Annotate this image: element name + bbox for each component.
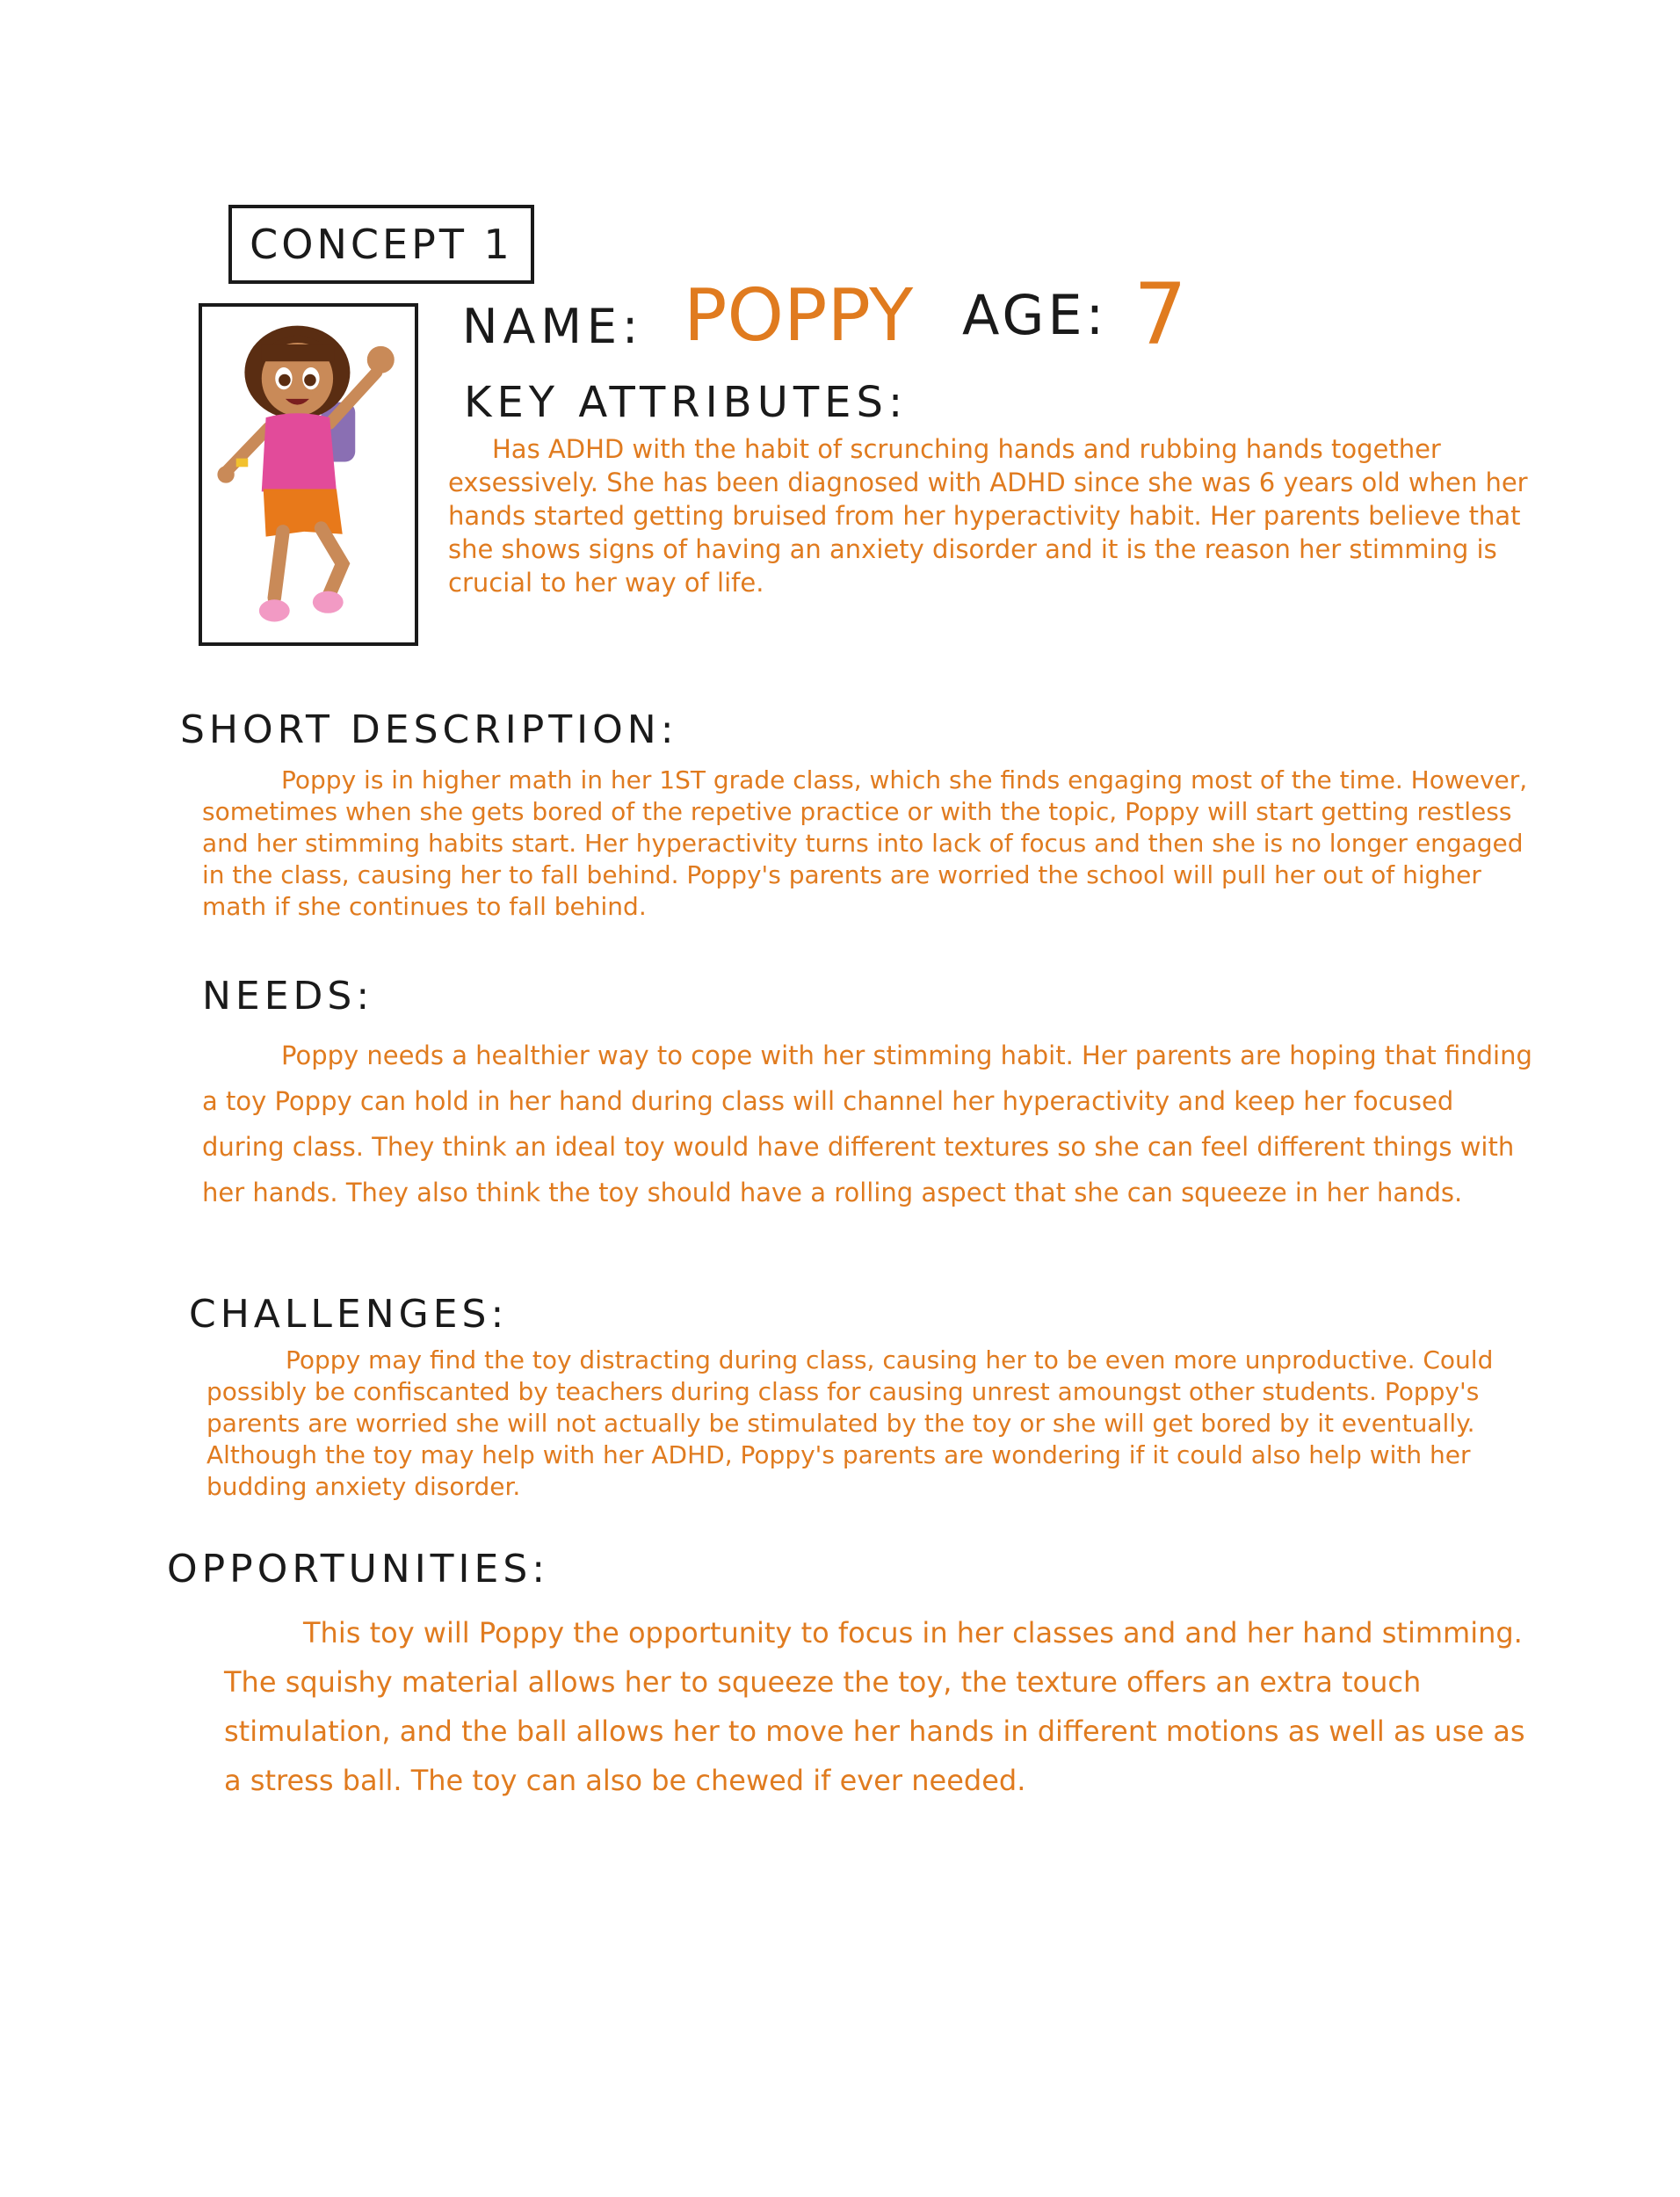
- needs-heading: NEEDS:: [202, 974, 374, 1019]
- challenges-section: [206, 1345, 1538, 1503]
- challenges-text: Poppy may find the toy distracting during class, causing her to be even more unproductive. Could possibly be confiscanted by teachers during class for causing unrest amoungst other students. Poppy's parents are worried she will not actually be stimulated by the toy or she will get bored by it eventually. Although the toy may help with her ADHD, Poppy's parents are wondering if it could also help with her budding anxiety disorder.: [206, 1345, 1494, 1501]
- key-attributes-heading: KEY ATTRIBUTES:: [464, 378, 909, 427]
- key-attributes-text: Has ADHD with the habit of scrunching hands and rubbing hands together exsessively. She has been diagnosed with ADHD since she was 6 years old when her hands started getting bruised from her hyperactivity habit. Her parents believe that she shows signs of having an anxiety disorder and it is the reason her stimming is crucial to her way of life.: [448, 434, 1528, 598]
- name-value: POPPY: [684, 274, 914, 358]
- opportunities-section: [224, 1608, 1542, 1805]
- needs-text: Poppy needs a healthier way to cope with her stimming habit. Her parents are hoping that finding a toy Poppy can hold in her hand during class will channel her hyperactivity and keep her focused during class. They think an ideal toy would have different textures so she can feel different things with her hands. They also think the toy should have a rolling aspect that she can squeeze in her hands.: [202, 1040, 1532, 1207]
- short-description-text: Poppy is in higher math in her 1ST grade class, which she finds engaging most of the time. However, sometimes when she gets bored of the repetive practice or with the topic, Poppy will start getting restless and her stimming habits start. Her hyperactivity turns into lack of focus and then she is no longer engaged in the class, causing her to fall behind. Poppy's parents are worried the school will pull her out of higher math if she continues to fall behind.: [202, 765, 1528, 921]
- opportunities-heading: OPPORTUNITIES:: [167, 1547, 550, 1592]
- needs-section: [202, 1033, 1538, 1215]
- key-attributes-section: [448, 432, 1538, 599]
- challenges-heading: CHALLENGES:: [189, 1292, 509, 1337]
- character-portrait: [199, 303, 418, 646]
- age-label: AGE:: [962, 283, 1108, 347]
- short-description-heading: SHORT DESCRIPTION:: [180, 707, 678, 752]
- age-value: 7: [1133, 265, 1188, 364]
- concept-label: CONCEPT 1: [250, 221, 513, 268]
- opportunities-text: This toy will Poppy the opportunity to focus in her classes and and her hand stimming. The squishy material allows her to squeeze the toy, the texture offers an extra touch stimulation, and the ball allows her to move her hands in different motions as well as use as a stress ball. The toy can also be chewed if ever needed.: [224, 1616, 1525, 1797]
- name-label: NAME:: [462, 299, 644, 354]
- portrait-illustration-icon: [202, 307, 415, 642]
- short-description-section: [202, 765, 1538, 923]
- concept-label-box: [228, 205, 534, 284]
